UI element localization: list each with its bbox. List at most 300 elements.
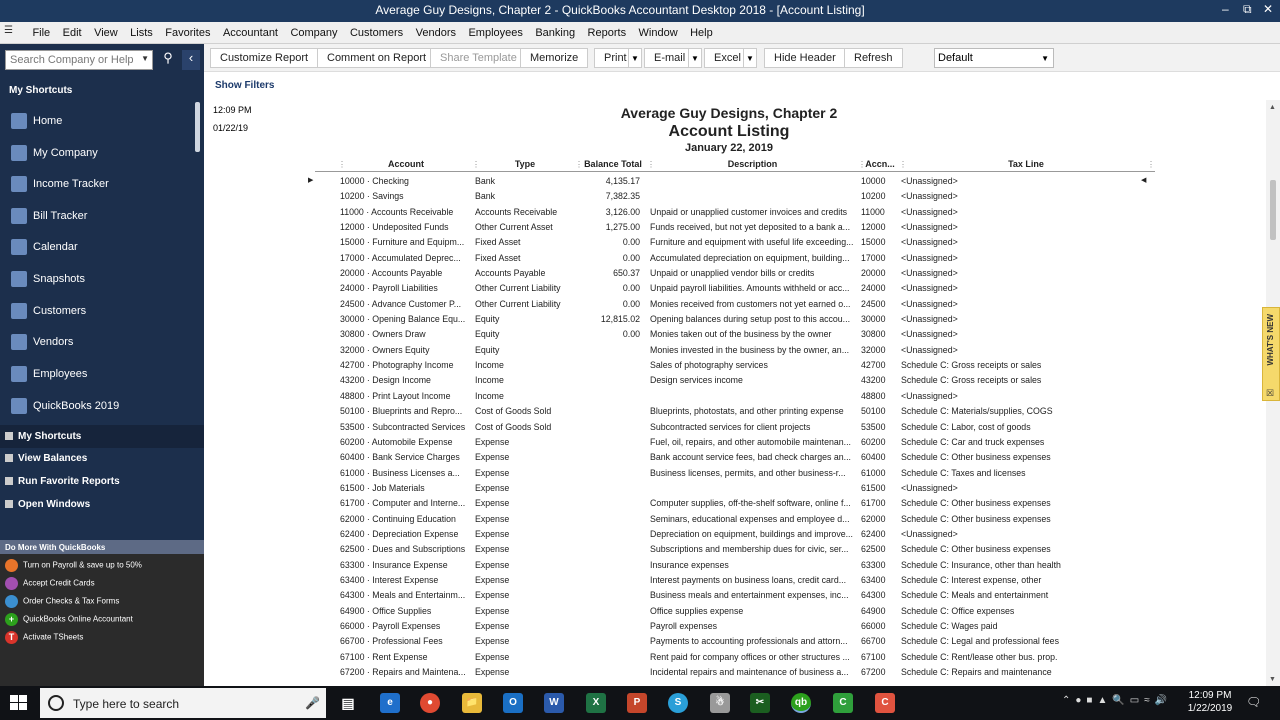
cell-tax-line: <Unassigned> [901,329,958,340]
table-row[interactable] [315,204,1155,219]
excel-button[interactable]: Excel [704,48,751,68]
cell-tax-line: Schedule C: Taxes and licenses [901,467,1026,478]
cell-account-number: 62500 [861,544,886,555]
cell-type: Expense [475,436,510,447]
cell-description: Depreciation on equipment, buildings and improve... [650,528,853,539]
table-row[interactable] [315,234,1155,249]
cell-balance: 3,126.00 [605,206,640,217]
cell-account: 67100 · Rent Expense [340,651,428,662]
chevron-down-icon: ▼ [1041,54,1049,63]
sidebar-item-bill-tracker[interactable] [0,201,195,231]
cell-account-number: 30800 [861,329,886,340]
cell-description: Subcontracted services for client projects [650,421,811,432]
nav-open-windows[interactable] [0,493,204,516]
table-row[interactable] [315,296,1155,311]
table-row[interactable] [315,434,1155,449]
cell-account-number: 60200 [861,436,886,447]
cell-account: 63400 · Interest Expense [340,574,439,585]
cell-account: 10000 · Checking [340,176,409,186]
table-row[interactable] [315,357,1155,372]
cell-tax-line: Schedule C: Repairs and maintenance [901,667,1052,677]
sidebar-item-vendors[interactable] [0,327,195,357]
cell-description: Seminars, educational expenses and employee d... [650,513,850,524]
link-label: Turn on Payroll & save up to 50% [23,560,142,570]
payroll-icon [5,559,18,572]
cell-description: Computer supplies, off-the-shelf software, online f... [650,498,851,509]
edge-icon[interactable]: e [380,693,400,713]
cell-type: Equity [475,314,500,325]
menu-vendors[interactable]: Vendors [415,27,456,39]
cell-tax-line: <Unassigned> [901,528,958,539]
table-row[interactable] [315,372,1155,387]
credit-card-icon [5,577,18,590]
cell-type: Expense [475,590,510,601]
table-row[interactable] [315,557,1155,572]
cell-account: 64300 · Meals and Entertainm... [340,590,466,601]
task-view-icon[interactable]: ▤ [341,695,355,711]
search-placeholder: Type here to search [73,697,180,711]
sidebar-item-my-company[interactable] [0,138,195,168]
microphone-icon[interactable]: 🎤 [305,696,320,710]
cell-type: Bank [475,191,496,202]
cell-type: Expense [475,528,510,539]
cell-account: 61500 · Job Materials [340,482,425,493]
refresh-button[interactable]: Refresh [844,48,903,68]
cell-description: Incidental repairs and maintenance of business a... [650,667,849,677]
cell-account: 53500 · Subcontracted Services [340,421,466,432]
cell-tax-line: <Unassigned> [901,176,958,186]
table-row[interactable] [315,633,1155,648]
customize-report-button[interactable]: Customize Report [210,48,318,68]
cell-tax-line: Schedule C: Car and truck expenses [901,436,1045,447]
collapse-sidebar-icon[interactable]: ‹ [182,50,200,70]
company-name: Average Guy Designs, Chapter 2 [620,105,838,121]
cell-tax-line: Schedule C: Other business expenses [901,498,1051,509]
sidebar-item-calendar[interactable] [0,232,195,262]
cell-description: Payments to accounting professionals and attorn... [650,636,848,647]
cell-account-number: 48800 [861,390,886,401]
cell-account-number: 62400 [861,528,886,539]
table-row[interactable] [315,219,1155,234]
do-more-panel [0,540,204,686]
chrome-icon[interactable]: ● [420,693,440,713]
sidebar-item-label: Customers [33,305,87,317]
cell-account: 11000 · Accounts Receivable [340,206,454,217]
cell-account: 24500 · Advance Customer P... [340,298,462,309]
nav-label: My Shortcuts [18,431,82,442]
row-pointer-left-icon: ▶ [308,177,314,184]
cell-type: Cost of Goods Sold [475,406,552,417]
cell-description: Rent paid for company offices or other structures ... [650,651,850,662]
cell-balance: 0.00 [622,252,640,263]
skype-icon[interactable]: S [668,693,688,713]
column-resize-handle[interactable]: ⋮ [1147,160,1155,169]
table-row[interactable] [315,664,1155,679]
table-row[interactable] [315,526,1155,541]
cell-tax-line: <Unassigned> [901,314,958,325]
cell-account: 61000 · Business Licenses a... [340,467,460,478]
vendors-icon [11,334,27,350]
word-icon[interactable]: W [544,693,564,713]
search-placeholder: Search Company or Help [10,54,134,66]
cell-tax-line: Schedule C: Materials/supplies, COGS [901,406,1053,417]
nav-label: Run Favorite Reports [18,476,120,487]
cell-description: Fuel, oil, repairs, and other automobile maintenan... [650,436,851,447]
whats-new-tab[interactable] [1262,307,1280,401]
menu-bar [0,22,1280,44]
table-row[interactable] [315,342,1155,357]
nav-view-balances[interactable] [0,447,204,470]
cell-description: Blueprints, photostats, and other printing expense [650,406,844,417]
income-tracker-icon [11,176,27,192]
title-bar [0,0,1280,22]
sidebar-item-customers[interactable] [0,296,195,326]
cell-account-number: 32000 [861,344,886,355]
menu-employees[interactable]: Employees [468,27,523,39]
cell-account: 61700 · Computer and Interne... [340,498,466,509]
show-filters-link[interactable]: Show Filters [215,80,275,91]
taskbar-search-input[interactable] [40,688,326,718]
system-tray[interactable]: ⌃●■▲🔍▭≈🔊 [1062,695,1173,706]
menu-view[interactable]: View [94,27,118,39]
cell-account-number: 42700 [861,360,886,371]
cell-tax-line: <Unassigned> [901,344,958,355]
link-label: Activate TSheets [23,632,84,642]
table-row[interactable] [315,173,1155,188]
cell-type: Equity [475,344,500,355]
cell-type: Equity [475,329,500,340]
cell-account: 10200 · Savings [340,191,404,202]
cell-account-number: 62000 [861,513,886,524]
share-template-button[interactable]: Share Template [430,48,527,68]
order-checks-link[interactable] [5,595,119,608]
cell-type: Fixed Asset [475,252,521,263]
cell-account: 32000 · Owners Equity [340,344,430,355]
menu-edit[interactable]: Edit [62,27,82,39]
report-time: 12:09 PM [213,105,252,115]
camtasia-green-icon[interactable]: C [833,693,853,713]
reports-icon [5,477,13,485]
scroll-down-icon[interactable]: ▼ [1269,676,1276,683]
cell-account: 60400 · Bank Service Charges [340,452,460,463]
tsheets-link[interactable] [5,631,83,644]
cell-account-number: 17000 [861,252,886,263]
cell-account: 15000 · Furniture and Equipm... [340,237,465,248]
sidebar-item-label: Home [33,115,63,127]
cell-type: Income [475,375,504,386]
cell-account-number: 63300 [861,559,886,570]
cell-description: Office supplies expense [650,605,744,616]
scroll-up-icon[interactable]: ▲ [1269,104,1276,111]
cell-account: 24000 · Payroll Liabilities [340,283,438,294]
menu-company[interactable]: Company [290,27,338,39]
table-row[interactable] [315,587,1155,602]
link-label: Order Checks & Tax Forms [23,596,120,606]
tsheets-icon: T [5,631,18,644]
home-icon [11,113,27,129]
cell-account: 50100 · Blueprints and Repro... [340,406,463,417]
cell-tax-line: Schedule C: Meals and entertainment [901,590,1049,601]
cell-account-number: 24500 [861,298,886,309]
cell-description: Accumulated depreciation on equipment, building... [650,252,850,263]
cell-account-number: 67200 [861,667,886,677]
cell-description: Subscriptions and membership dues for civic, ser... [650,544,849,555]
cell-balance: 7,382.35 [605,191,640,202]
cell-account-number: 63400 [861,574,886,585]
cell-description: Insurance expenses [650,559,729,570]
cell-tax-line: Schedule C: Other business expenses [901,452,1051,463]
sidebar-scrollbar[interactable] [195,102,200,152]
cell-tax-line: Schedule C: Rent/lease other bus. prop. [901,651,1058,662]
sidebar-item-label: Calendar [33,241,78,253]
cell-description: Unpaid or unapplied customer invoices and credits [650,206,848,217]
cell-tax-line: Schedule C: Office expenses [901,605,1015,616]
col-description[interactable]: Description [727,159,778,169]
maximize-button[interactable]: ⧉ [1243,2,1252,16]
cell-account-number: 11000 [861,206,885,217]
cell-type: Expense [475,482,510,493]
search-icon[interactable]: ⚲ [163,50,173,65]
column-headers [315,158,1155,172]
whats-new-label: WHAT'S NEW [1266,314,1275,366]
search-input[interactable] [5,50,153,70]
sidebar-item-snapshots[interactable] [0,264,195,294]
table-row[interactable] [315,403,1155,418]
cell-description: Furniture and equipment with useful life exceeding... [650,237,854,248]
cell-balance: 650.37 [613,268,640,279]
quickbooks-icon[interactable]: qb [791,693,811,713]
cell-account: 62400 · Depreciation Expense [340,528,459,539]
cell-tax-line: Schedule C: Insurance, other than health [901,559,1061,570]
sidebar-item-label: Snapshots [33,273,85,285]
sidebar-item-income-tracker[interactable] [0,169,195,199]
filter-bar [204,72,1280,100]
cell-tax-line: <Unassigned> [901,390,958,401]
cell-account: 66700 · Professional Fees [340,636,443,647]
cell-account-number: 24000 [861,283,886,294]
credit-cards-link[interactable] [5,577,95,590]
column-resize-handle[interactable]: ⋮ [647,160,655,169]
cell-balance: 1,275.00 [605,222,640,233]
cell-type: Other Current Liability [475,298,561,309]
table-row[interactable] [315,280,1155,295]
cell-balance: 4,135.17 [605,176,640,186]
column-resize-handle[interactable]: ⋮ [575,160,583,169]
report-title: Account Listing [668,123,790,140]
app-icon[interactable]: ☃ [710,693,730,713]
sidebar-item-home[interactable] [0,106,195,136]
table-row[interactable] [315,618,1155,633]
col-balance-total[interactable]: Balance Total [584,159,642,169]
excel-icon[interactable]: X [586,693,606,713]
cell-tax-line: <Unassigned> [901,252,958,263]
email-dropdown-icon[interactable]: ▼ [688,48,702,68]
app-menu-icon[interactable]: ☰ [4,24,13,36]
cell-balance: 0.00 [622,237,640,248]
menu-reports[interactable]: Reports [587,27,627,39]
table-row[interactable] [315,188,1155,203]
table-row[interactable] [315,449,1155,464]
cell-description: Funds received, but not yet deposited to a bank a... [650,222,851,233]
cell-description: Sales of photography services [650,360,768,371]
link-label: QuickBooks Online Accountant [23,614,133,624]
cell-description: Business licenses, permits, and other business-r... [650,467,846,478]
menu-window[interactable]: Window [638,27,678,39]
cell-description: Bank account service fees, bad check charges an... [650,452,851,463]
sort-by-select[interactable] [934,48,1054,68]
cell-tax-line: Schedule C: Other business expenses [901,513,1051,524]
select-value: Default [938,52,973,64]
cell-tax-line: Schedule C: Gross receipts or sales [901,375,1042,386]
menu-help[interactable]: Help [690,27,713,39]
column-resize-handle[interactable]: ⋮ [899,160,907,169]
qbo-accountant-link[interactable] [5,613,133,626]
nav-my-shortcuts[interactable] [0,425,204,448]
memorize-button[interactable]: Memorize [520,48,588,68]
cell-tax-line: Schedule C: Other business expenses [901,544,1051,555]
cell-account-number: 61000 [861,467,886,478]
outlook-icon[interactable]: O [503,693,523,713]
cell-account: 20000 · Accounts Payable [340,268,443,279]
table-row[interactable] [315,311,1155,326]
bill-tracker-icon [11,208,27,224]
table-row[interactable] [315,265,1155,280]
report-area [204,100,1266,686]
table-row[interactable] [315,480,1155,495]
cell-account: 66000 · Payroll Expenses [340,620,441,631]
cell-balance: 0.00 [622,329,640,340]
cell-account-number: 66700 [861,636,886,647]
print-button[interactable]: Print [594,48,637,68]
cell-balance: 0.00 [622,298,640,309]
cell-account-number: 15000 [861,237,886,248]
cell-type: Expense [475,452,510,463]
payroll-offer-link[interactable] [5,559,142,572]
table-row[interactable] [315,649,1155,664]
cell-account-number: 64900 [861,605,886,616]
table-row[interactable] [315,250,1155,265]
report-toolbar [204,44,1280,72]
cell-account-number: 10200 [861,191,886,202]
action-center-icon[interactable]: 🗨 [1246,695,1262,709]
snipping-tool-icon[interactable]: ✂ [750,693,770,713]
balances-icon [5,454,13,462]
cell-tax-line: Schedule C: Gross receipts or sales [901,360,1042,371]
cell-account: 64900 · Office Supplies [340,605,432,616]
cell-account-number: 60400 [861,452,886,463]
sidebar-item-label: Bill Tracker [33,210,88,222]
cell-account: 43200 · Design Income [340,375,431,386]
cell-description: Opening balances during setup post to this accou... [650,314,851,325]
file-explorer-icon[interactable]: 📁 [462,693,482,713]
windows-start-icon[interactable] [10,695,28,711]
sidebar-item-label: Vendors [33,336,74,348]
table-row[interactable] [315,326,1155,341]
taskbar-clock[interactable] [1180,689,1240,715]
chevron-down-icon[interactable]: ▼ [141,54,149,63]
col-account[interactable]: Account [388,159,424,169]
clock-date: 1/22/2019 [1187,703,1233,714]
cell-account-number: 50100 [861,406,886,417]
cell-account: 30800 · Owners Draw [340,329,426,340]
left-icon-bar [0,44,204,686]
cell-tax-line: Schedule C: Interest expense, other [901,574,1042,585]
table-row[interactable] [315,572,1155,587]
cell-description: Unpaid or unapplied vendor bills or credits [650,268,815,279]
menu-favorites[interactable]: Favorites [165,27,211,39]
table-row[interactable] [315,495,1155,510]
menu-file[interactable]: File [32,27,51,39]
column-resize-handle[interactable]: ⋮ [338,160,346,169]
cell-tax-line: <Unassigned> [901,206,958,217]
cell-balance: 0.00 [622,283,640,294]
window-title: Average Guy Designs, Chapter 2 - QuickBooks Accountant Desktop 2018 - [Account Listing] [375,3,865,17]
cell-tax-line: <Unassigned> [901,482,958,493]
sidebar-item-quickbooks-2019[interactable] [0,391,195,421]
powerpoint-icon[interactable]: P [627,693,647,713]
cell-account-number: 61500 [861,482,886,493]
cell-type: Cost of Goods Sold [475,421,552,432]
minimize-button[interactable]: – [1222,2,1229,16]
table-row[interactable] [315,541,1155,556]
cell-account-number: 43200 [861,375,886,386]
cell-balance: 12,815.02 [600,314,640,325]
nav-label: Open Windows [18,499,91,510]
camtasia-red-icon[interactable]: C [875,693,895,713]
print-dropdown-icon[interactable]: ▼ [628,48,642,68]
shortcuts-icon [5,432,13,440]
row-pointer-right-icon: ◀ [1141,177,1147,184]
col-type[interactable]: Type [514,159,536,169]
cell-account-number: 30000 [861,314,886,325]
scroll-thumb[interactable] [1270,180,1276,240]
table-row[interactable] [315,511,1155,526]
col-tax-line[interactable]: Tax Line [1008,159,1044,169]
column-resize-handle[interactable]: ⋮ [472,160,480,169]
sidebar-item-employees[interactable] [0,359,195,389]
shortcuts-header: My Shortcuts [9,85,73,96]
nav-run-favorite-reports[interactable] [0,470,204,493]
cell-type: Accounts Payable [475,268,546,279]
menu-customers[interactable]: Customers [349,27,404,39]
cell-tax-line: Schedule C: Labor, cost of goods [901,421,1031,432]
close-icon[interactable]: ☒ [1266,388,1275,398]
menu-lists[interactable]: Lists [130,27,153,39]
menu-accountant[interactable]: Accountant [222,27,278,39]
cell-type: Expense [475,559,510,570]
email-button[interactable]: E-mail [644,48,695,68]
table-row[interactable] [315,419,1155,434]
calendar-icon [11,239,27,255]
table-row[interactable] [315,388,1155,403]
table-row[interactable] [315,603,1155,618]
comment-on-report-button[interactable]: Comment on Report [317,48,436,68]
cell-type: Bank [475,176,496,186]
col-account-number[interactable]: Accn... [865,159,895,169]
column-resize-handle[interactable]: ⋮ [858,160,866,169]
cell-tax-line: <Unassigned> [901,298,958,309]
do-more-header: Do More With QuickBooks [0,540,204,554]
menu-banking[interactable]: Banking [535,27,576,39]
cell-account: 62500 · Dues and Subscriptions [340,544,466,555]
table-row[interactable] [315,465,1155,480]
close-button[interactable]: ✕ [1263,2,1274,16]
cell-account-number: 64300 [861,590,886,601]
excel-dropdown-icon[interactable]: ▼ [743,48,757,68]
report-subtitle: January 22, 2019 [684,142,774,154]
report-date: 01/22/19 [213,123,249,133]
hide-header-button[interactable]: Hide Header [764,48,846,68]
